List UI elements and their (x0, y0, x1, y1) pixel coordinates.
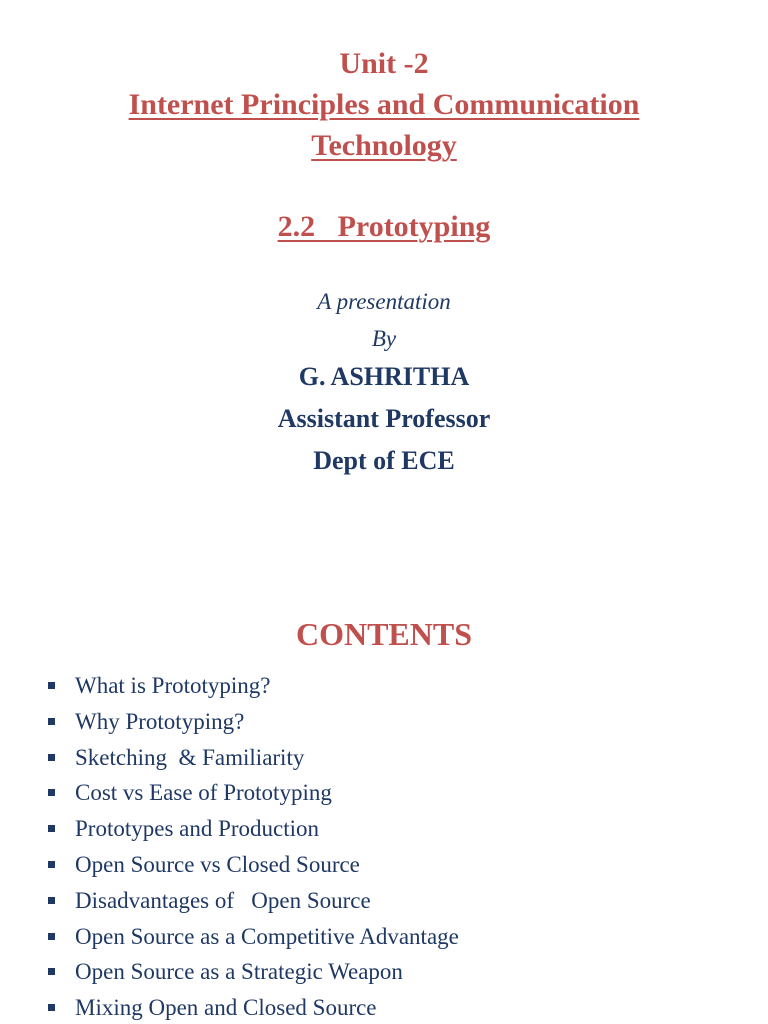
by-label: By (371, 326, 397, 351)
section-title-text: 2.2 Prototyping (277, 210, 491, 243)
section-title (0, 207, 768, 247)
square-bullet-icon (48, 754, 55, 761)
contents-slide (0, 600, 768, 1024)
contents-item-label: What is Prototyping? (75, 673, 271, 698)
square-bullet-icon (48, 825, 55, 832)
contents-item (44, 849, 459, 885)
contents-item-label: Open Source as a Competitive Advantage (75, 923, 459, 949)
square-bullet-icon (48, 933, 55, 940)
square-bullet-icon (48, 897, 55, 904)
square-bullet-icon (48, 968, 55, 975)
course-title-text-1: Internet Principles and Communication (128, 88, 640, 121)
course-title-text-2: Technology (311, 129, 457, 162)
contents-item (44, 813, 459, 849)
author-name: G. ASHRITHA (298, 362, 470, 391)
contents-item (44, 956, 459, 992)
contents-item (44, 777, 459, 813)
author-department: Dept of ECE (313, 446, 455, 475)
contents-item-label: Cost vs Ease of Prototyping (75, 780, 332, 806)
contents-item-label: Disadvantages of Open Source (75, 887, 371, 913)
contents-item-label: Why Prototyping? (75, 708, 245, 734)
square-bullet-icon (48, 861, 55, 868)
contents-list (44, 670, 459, 1024)
contents-item-label: Prototypes and Production (75, 816, 320, 842)
contents-heading: CONTENTS (295, 616, 473, 652)
course-title-line-2 (0, 126, 768, 166)
contents-item (44, 742, 459, 778)
contents-item (44, 885, 459, 921)
course-title-line-1 (0, 85, 768, 125)
square-bullet-icon (48, 718, 55, 725)
contents-item (44, 670, 459, 706)
contents-item (44, 921, 459, 957)
contents-item (44, 706, 459, 742)
presentation-label: A presentation (317, 289, 451, 314)
contents-item-label: Open Source vs Closed Source (75, 851, 360, 877)
unit-title: Unit -2 (339, 47, 429, 80)
author-title: Assistant Professor (277, 404, 491, 433)
square-bullet-icon (48, 789, 55, 796)
contents-item-label: Sketching & Familiarity (75, 744, 305, 770)
contents-item-label: Open Source as a Strategic Weapon (75, 959, 403, 985)
square-bullet-icon (48, 682, 55, 689)
contents-item-label: Mixing Open and Closed Source (75, 995, 377, 1021)
square-bullet-icon (48, 1004, 55, 1011)
contents-item (44, 992, 459, 1024)
